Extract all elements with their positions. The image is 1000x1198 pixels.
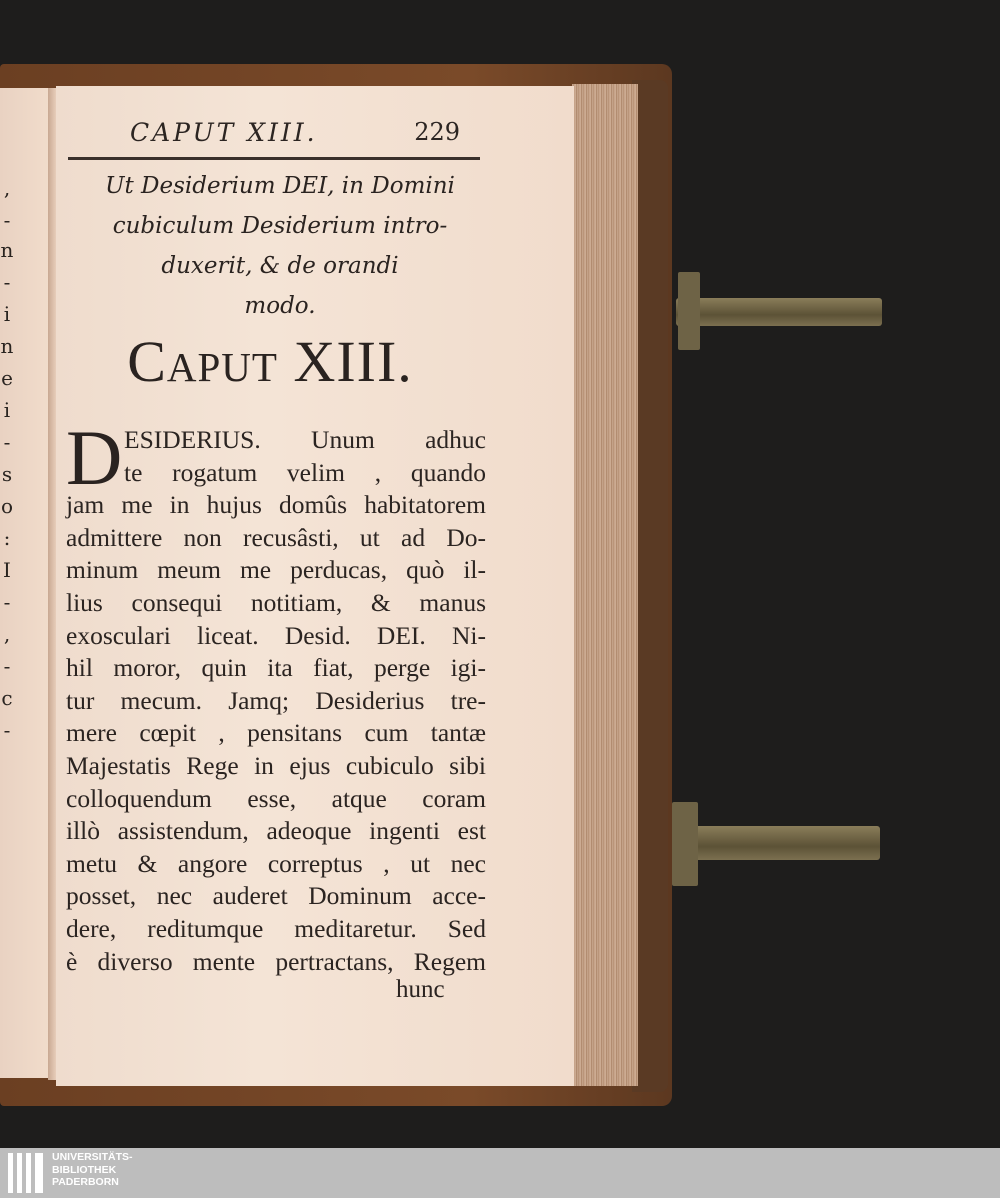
body-line: colloquendum esse, atque coram: [66, 783, 486, 813]
left-fragment: e: [1, 366, 13, 390]
body-line: lius consequi notitiam, & manus: [66, 587, 486, 617]
body-line: te rogatum velim , quando: [124, 457, 486, 487]
body-line: Majestatis Rege in ejus cubiculo sibi: [66, 750, 486, 780]
subtitle-line: cubiculum Desiderium intro-: [112, 213, 448, 239]
body-text: [66, 414, 486, 978]
upper-clasp: [676, 298, 882, 326]
left-fragment: i: [3, 302, 11, 326]
left-fragment: -: [3, 208, 11, 232]
body-line: ESIDERIUS. Unum adhuc: [124, 425, 486, 454]
left-fragment: c: [1, 686, 13, 710]
running-head-title: CAPUT XIII.: [130, 118, 318, 147]
body-line: metu & angore correptus , ut nec: [66, 848, 486, 878]
left-fragment: I: [3, 558, 11, 582]
library-name-line: PADERBORN: [52, 1176, 119, 1188]
body-line: minum meum me perducas, quò il-: [66, 555, 486, 585]
left-fragment: i: [3, 398, 11, 422]
library-name-line: BIBLIOTHEK: [52, 1163, 117, 1176]
left-page: [0, 88, 50, 1078]
chapter-heading: Caput XIII.: [127, 329, 413, 394]
chapter-subtitle: [60, 166, 500, 326]
body-line: jam me in hujus domûs habitatorem: [66, 490, 486, 520]
left-fragment: n: [0, 334, 14, 358]
lower-clasp: [672, 826, 880, 860]
left-fragment: n: [0, 238, 14, 262]
left-fragment: -: [3, 270, 11, 294]
page-edges: [572, 84, 638, 1086]
library-name: [52, 1151, 202, 1189]
body-line: dere, reditumque meditaretur. Sed: [66, 913, 486, 943]
left-fragment: ,: [3, 622, 11, 646]
page-number: 229: [414, 118, 460, 146]
lower-clasp-post: [672, 802, 698, 886]
subtitle-line: Ut Desiderium DEI, in Domini: [105, 173, 455, 199]
catchword: hunc: [396, 976, 445, 1003]
running-head: [130, 118, 460, 147]
library-logo-icon: [8, 1153, 46, 1193]
body-line: illò assistendum, adeoque ingenti est: [66, 816, 486, 846]
body-line: è diverso mente pertractans, Regem: [66, 946, 486, 976]
left-fragment: :: [3, 526, 11, 550]
left-fragment: ,: [3, 176, 11, 200]
subtitle-line: modo.: [244, 293, 316, 319]
body-line: tur mecum. Jamq; Desiderius tre-: [66, 685, 486, 715]
left-fragment: -: [3, 590, 11, 614]
library-name-line: UNIVERSITÄTS-: [52, 1151, 133, 1163]
left-fragment: o: [0, 494, 14, 518]
left-fragment: -: [3, 654, 11, 678]
upper-clasp-post: [678, 272, 700, 350]
subtitle-line: duxerit, & de orandi: [161, 253, 399, 279]
body-line: admittere non recusâsti, ut ad Do-: [66, 522, 486, 552]
body-line: mere cœpit , pensitans cum tantæ: [66, 718, 486, 748]
left-fragment: -: [3, 430, 11, 454]
body-line: posset, nec auderet Dominum acce-: [66, 881, 486, 911]
left-fragment: s: [1, 462, 13, 486]
left-fragment: -: [3, 718, 11, 742]
drop-cap: D: [66, 414, 123, 501]
body-line: hil moror, quin ita fiat, perge igi-: [66, 653, 486, 683]
body-line: exosculari liceat. Desid. DEI. Ni-: [66, 620, 486, 650]
header-rule: [68, 157, 480, 160]
